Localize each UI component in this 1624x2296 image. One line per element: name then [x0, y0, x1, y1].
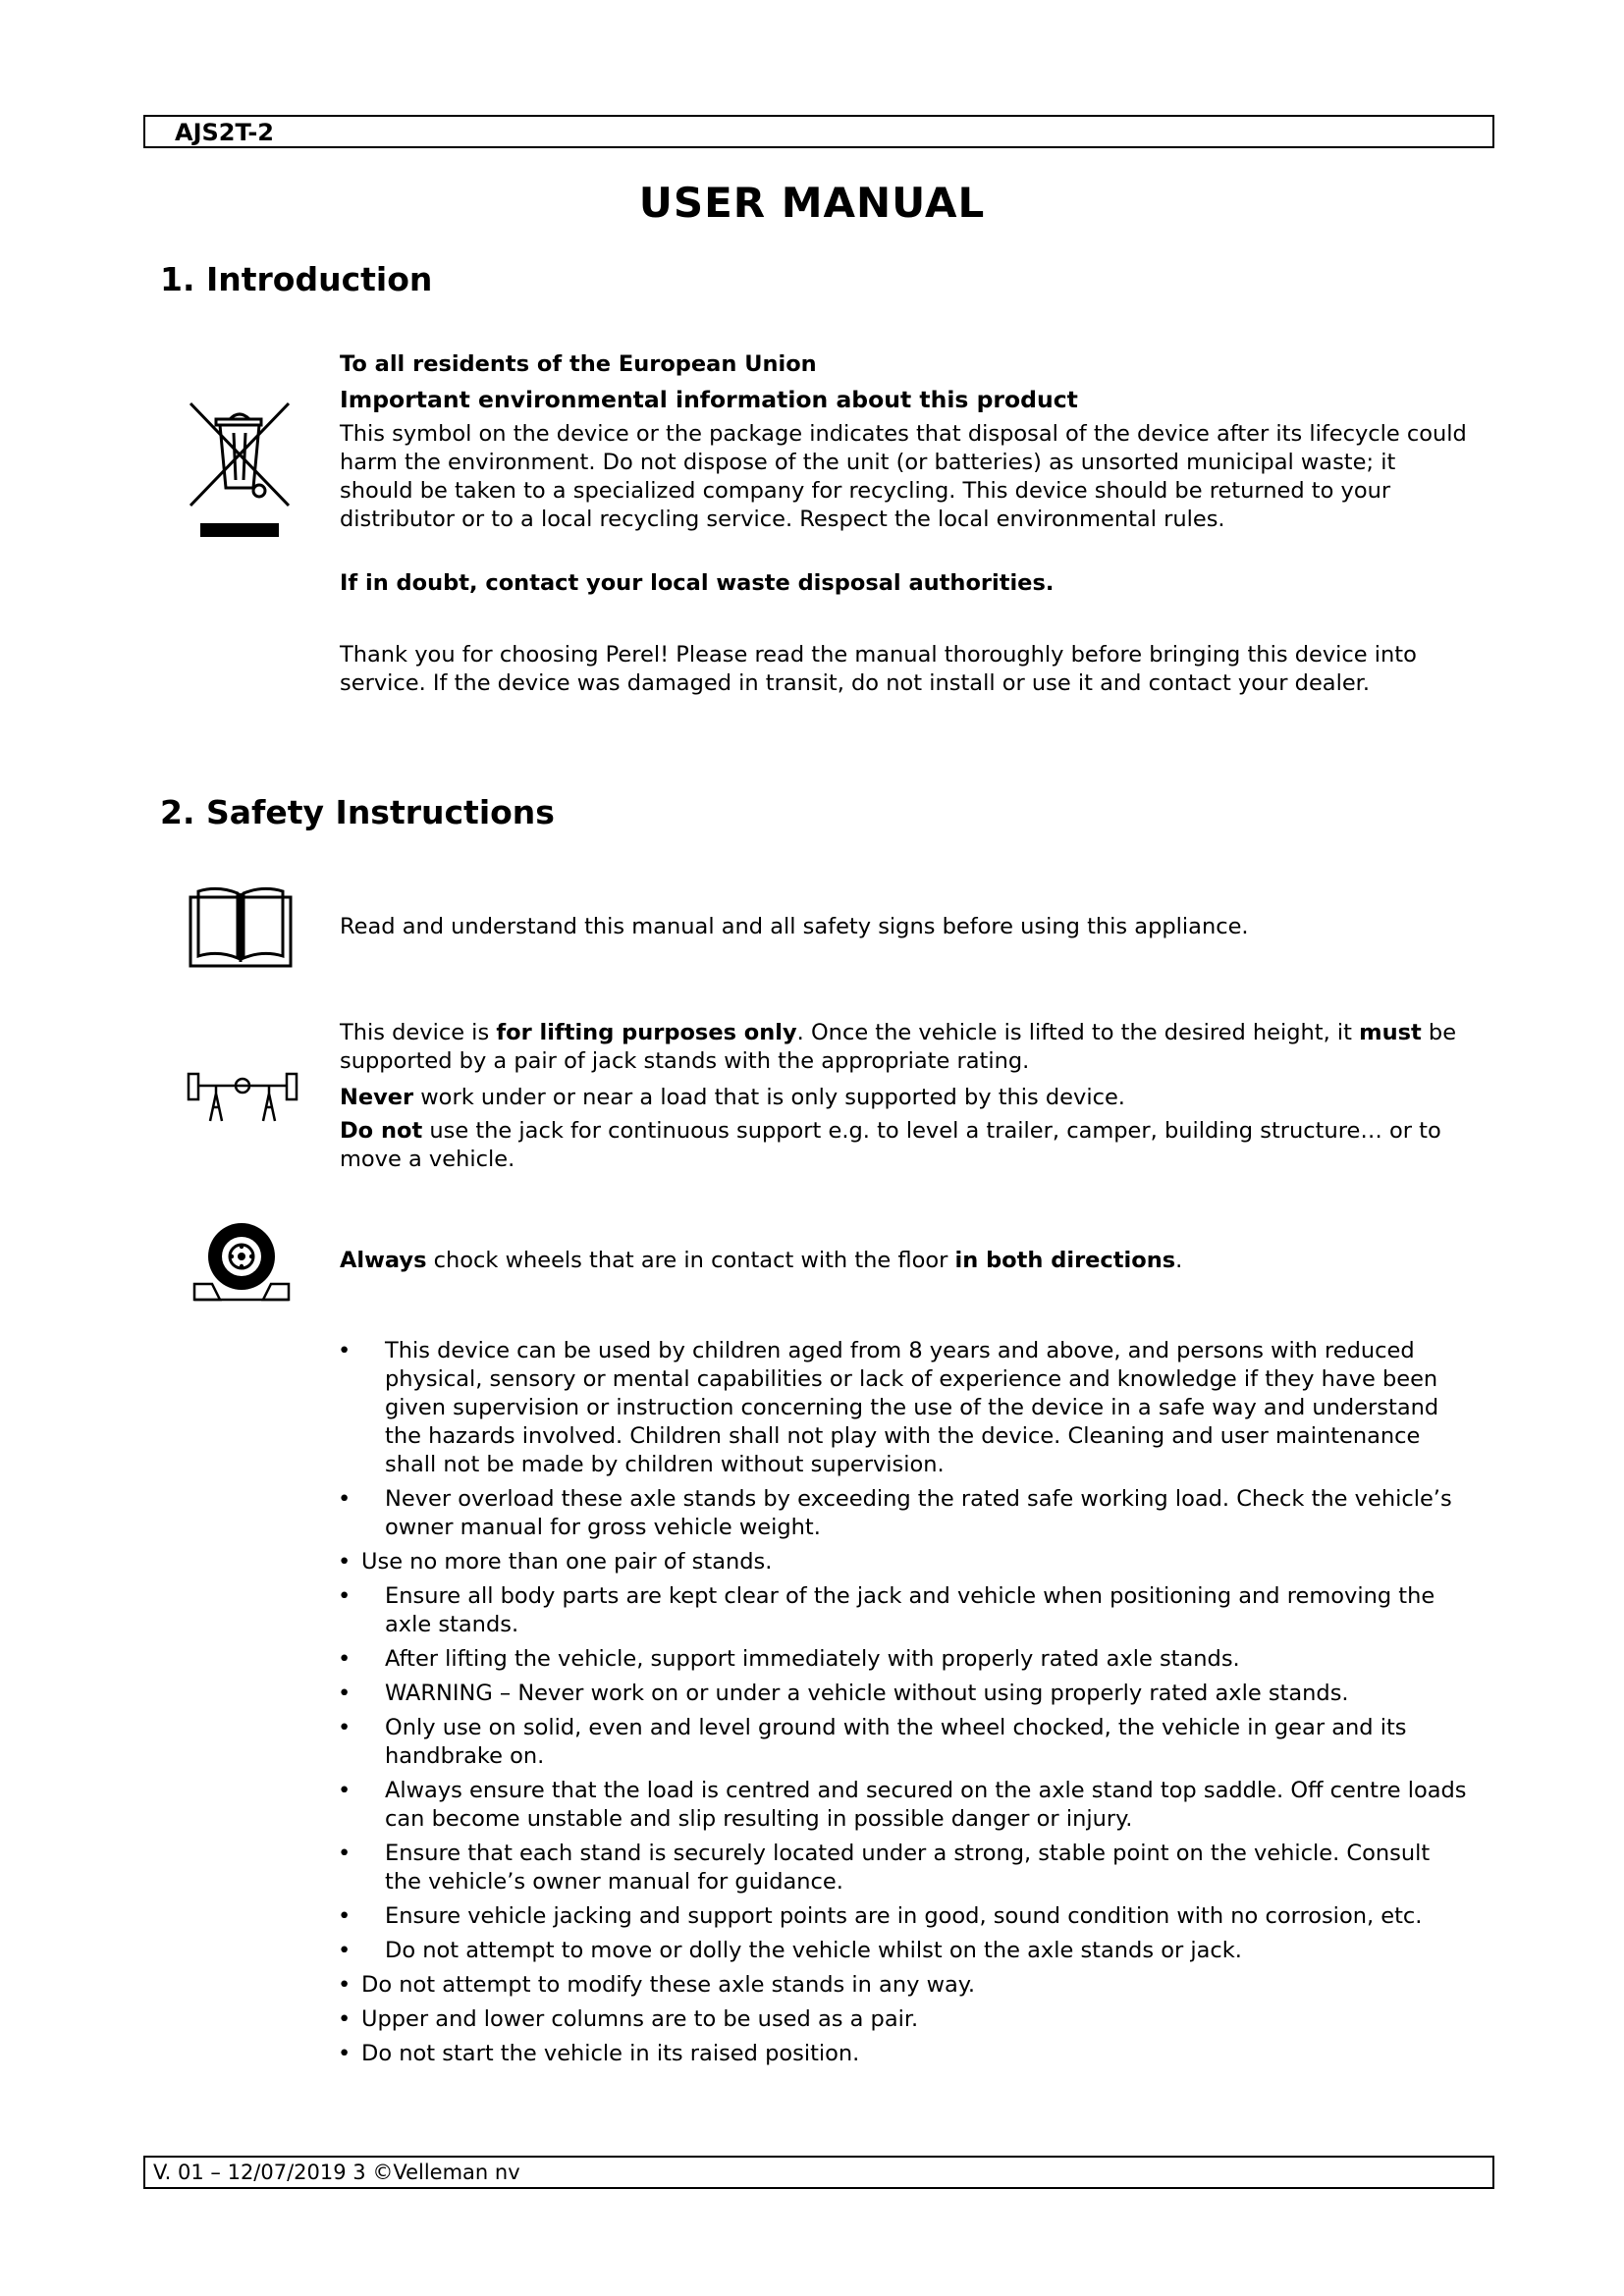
doubt-text: If in doubt, contact your local waste disposal authorities.	[340, 570, 1055, 596]
jack-stands-icon	[187, 1068, 298, 1123]
list-item: • Ensure vehicle jacking and support points are in good, sound condition with no corrosion, etc.	[338, 1903, 1423, 1929]
list-item: • Only use on solid, even and level ground with the wheel chocked, the vehicle in gear and its handbrake on.	[338, 1715, 1407, 1769]
list-item: • Use no more than one pair of stands.	[338, 1549, 773, 1575]
list-item: • Never overload these axle stands by exceeding the rated safe working load. Check the vehicle’s owner manual for gross vehicle weight.	[338, 1486, 1452, 1540]
section-heading-safety: 2. Safety Instructions	[160, 793, 555, 831]
read-manual-text: Read and understand this manual and all safety signs before using this appliance.	[340, 914, 1249, 939]
list-item: • Ensure that each stand is securely located under a strong, stable point on the vehicle. Consult the vehicle’s owner manual for guidance.	[338, 1841, 1431, 1895]
list-item: • Upper and lower columns are to be used as a pair.	[338, 2006, 919, 2032]
thanks-text: Thank you for choosing Perel! Please read the manual thoroughly before bringing this device into service. If the device was damaged in transit, do not install or use it and contact your dealer.	[340, 642, 1417, 696]
wheel-chock-icon	[192, 1219, 291, 1302]
donot-paragraph: Do not use the jack for continuous support e.g. to level a trailer, camper, building structure… or to move a vehicle.	[340, 1118, 1441, 1172]
model-code: AJS2T-2	[175, 119, 274, 146]
list-item: • WARNING – Never work on or under a vehicle without using properly rated axle stands.	[338, 1681, 1349, 1706]
list-item: • Do not attempt to modify these axle stands in any way.	[338, 1972, 976, 1998]
section-heading-introduction: 1. Introduction	[160, 260, 433, 298]
env-text: This symbol on the device or the package indicates that disposal of the device after its lifecycle could harm the environment. Do not dispose of the unit (or batteries) as unsorted municipal waste; it should be taken to a specialized company for recycling. This device should be returned to your distributor or to a local recycling service. Respect the local environmental rules.	[340, 421, 1467, 532]
weee-bin-icon	[185, 398, 295, 545]
list-item: • Do not attempt to move or dolly the vehicle whilst on the axle stands or jack.	[338, 1938, 1242, 1963]
page-title: USER MANUAL	[638, 179, 986, 227]
chock-paragraph: Always chock wheels that are in contact with the floor in both directions.	[340, 1248, 1183, 1273]
safety-bullet-list	[334, 1337, 1473, 2074]
list-item: • Ensure all body parts are kept clear of the jack and vehicle when positioning and removing the axle stands.	[338, 1583, 1435, 1637]
list-item: • This device can be used by children aged from 8 years and above, and persons with reduced physical, sensory or mental capabilities or lack of experience and knowledge if they have been given supervision or instruction concerning the use of the device in a safe way and understand the hazards involved. Children shall not play with the device. Cleaning and user maintenance shall not be made by children without supervision.	[338, 1338, 1439, 1477]
env-heading: Important environmental information about this product	[340, 386, 1078, 413]
lift-paragraph: This device is for lifting purposes only. Once the vehicle is lifted to the desired height, it must be supported by a pair of jack stands with the appropriate rating.	[340, 1020, 1457, 1074]
read-manual-icon	[189, 883, 293, 968]
list-item: • After lifting the vehicle, support immediately with properly rated axle stands.	[338, 1646, 1240, 1672]
eu-heading: To all residents of the European Union	[340, 351, 817, 377]
never-paragraph: Never work under or near a load that is only supported by this device.	[340, 1085, 1125, 1110]
list-item: • Always ensure that the load is centred and secured on the axle stand top saddle. Off centre loads can become unstable and slip resulting in possible danger or injury.	[338, 1778, 1467, 1832]
header-box	[143, 115, 1494, 148]
list-item: • Do not start the vehicle in its raised position.	[338, 2041, 860, 2066]
footer-text: V. 01 – 12/07/2019 3 ©Velleman nv	[153, 2161, 520, 2184]
footer-box	[143, 2156, 1494, 2189]
